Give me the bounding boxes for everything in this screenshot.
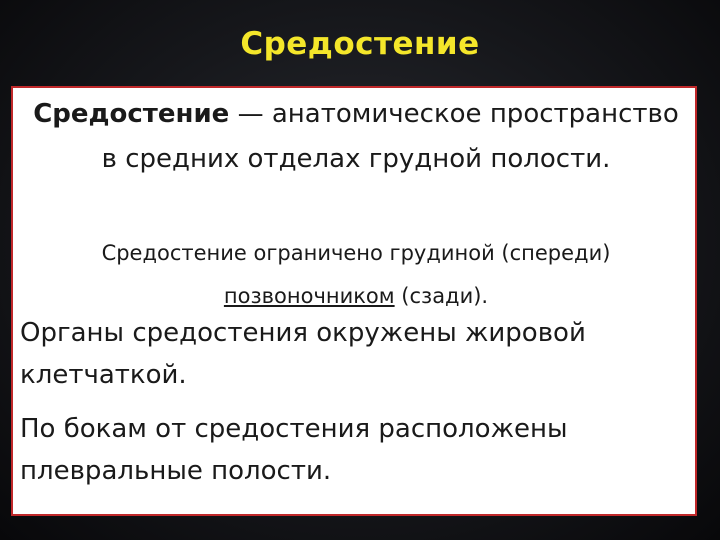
definition-dash: — — [229, 99, 272, 129]
boundaries-paragraph — [31, 232, 681, 318]
pleural-paragraph: По бокам от средостения расположены плевральные полости. — [20, 414, 568, 486]
definition-paragraph — [31, 92, 681, 182]
spine-link[interactable]: позвоночником — [223, 284, 395, 308]
content-box — [11, 86, 697, 516]
organs-paragraph: Органы средостения окружены жировой клетчаткой. — [20, 318, 586, 390]
boundaries-prefix: Средостение ограничено грудиной (спереди) — [101, 241, 611, 265]
definition-text: анатомическое пространство в средних отделах грудной полости. — [101, 99, 679, 174]
boundaries-suffix: (сзади). — [394, 284, 489, 308]
definition-term: Средостение — [33, 99, 230, 129]
slide-title: Средостение — [240, 26, 480, 62]
